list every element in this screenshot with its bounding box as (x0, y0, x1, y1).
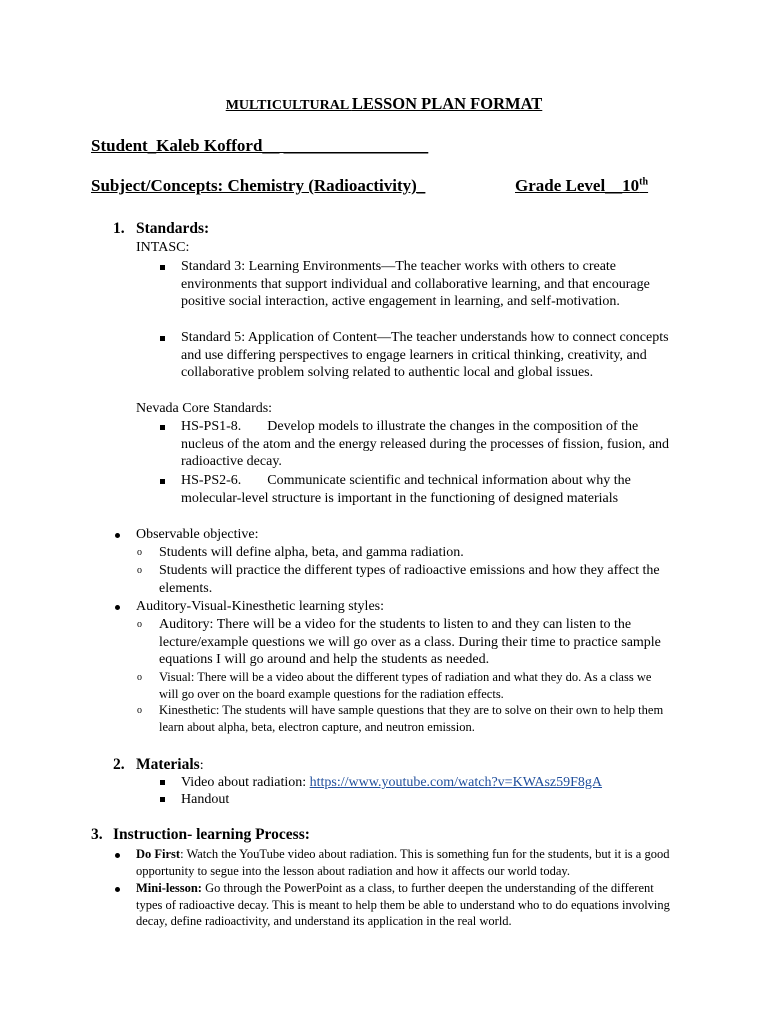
square-bullet-icon (160, 265, 165, 270)
square-bullet-icon (160, 336, 165, 341)
objective-item: Students will define alpha, beta, and gamma radiation. (159, 545, 464, 560)
square-bullet-icon (160, 797, 165, 802)
instruction-heading: Instruction- learning Process: (113, 826, 310, 843)
circle-bullet-icon: o (137, 565, 142, 576)
nevada-standard-ps2-6: HS-PS2-6. Communicate scientific and technical information about why the molecular-level structure is important in the functioning of designed materials (181, 473, 631, 506)
materials-handout-item: Handout (181, 792, 230, 807)
objective-item: Students will practice the different types of radioactive emissions and how they affect the elements. (159, 563, 660, 596)
round-bullet-icon (115, 887, 120, 892)
circle-bullet-icon: o (137, 672, 142, 683)
intasc-standard-3: Standard 3: Learning Environments—The teacher works with others to create environments that support individual and collaborative learning, and that encourage positive social interaction, active engagement in learning, and self-motivation. (181, 259, 650, 309)
avk-label: Auditory-Visual-Kinesthetic learning styles: (136, 599, 384, 614)
nevada-standard-ps1-8: HS-PS1-8. Develop models to illustrate the changes in the composition of the nucleus of the atom and the energy released during the processes of fission, fusion, and radioactive decay. (181, 419, 670, 469)
section-number-materials: 2. (113, 756, 125, 773)
materials-video-item: Video about radiation: https://www.youtube.com/watch?v=KWAsz59F8gA (181, 775, 603, 790)
square-bullet-icon (160, 479, 165, 484)
subject-line: Subject/Concepts: Chemistry (Radioactivity)_ (91, 176, 426, 195)
nevada-label: Nevada Core Standards: (136, 401, 273, 416)
observable-objective-label: Observable objective: (136, 527, 259, 542)
visual-style: Visual: There will be a video about the different types of radiation and what they do. As a class we will go over on the board example questions for the radiation effects. (159, 670, 652, 701)
circle-bullet-icon: o (137, 547, 142, 558)
circle-bullet-icon: o (137, 705, 142, 716)
square-bullet-icon (160, 425, 165, 430)
kinesthetic-style: Kinesthetic: The students will have sample questions that they are to solve on their own to help them learn about alpha, beta, electron capture, and neutron emission. (159, 703, 664, 734)
square-bullet-icon (160, 780, 165, 785)
mini-lesson-item: Mini-lesson: Go through the PowerPoint as a class, to further deepen the understanding of the different types of radioactive decay. This is meant to help them be able to understand who to do equations involving decay, define radioactivity, and understand its application in the real world. (136, 881, 670, 928)
student-line: Student_Kaleb Kofford__ _________________ (91, 136, 429, 155)
round-bullet-icon (115, 853, 120, 858)
intasc-label: INTASC: (136, 240, 190, 255)
standards-heading: Standards: (136, 220, 210, 237)
round-bullet-icon (115, 533, 120, 538)
round-bullet-icon (115, 605, 120, 610)
do-first-item: Do First: Watch the YouTube video about radiation. This is something fun for the students, but it is a good opportunity to segue into the lesson about radiation and how it affects our world today. (136, 847, 670, 878)
auditory-style: Auditory: There will be a video for the students to listen to and they can listen to the lecture/example questions we will go over as a class. During their time to practice sample equations I will go around and help the students as needed. (159, 617, 661, 667)
grade-level: Grade Level__10th (515, 176, 649, 195)
section-number-standards: 1. (113, 220, 125, 237)
intasc-standard-5: Standard 5: Application of Content—The teacher understands how to connect concepts and use differing perspectives to engage learners in critical thinking, creativity, and collaborative problem solving related to authentic local and global issues. (181, 330, 669, 380)
circle-bullet-icon: o (137, 619, 142, 630)
materials-heading: Materials: (136, 756, 204, 773)
document-title: MULTICULTURAL LESSON PLAN FORMAT (225, 94, 543, 113)
section-number-instruction: 3. (91, 826, 103, 843)
video-link[interactable]: https://www.youtube.com/watch?v=KWAsz59F8gA (309, 775, 603, 790)
